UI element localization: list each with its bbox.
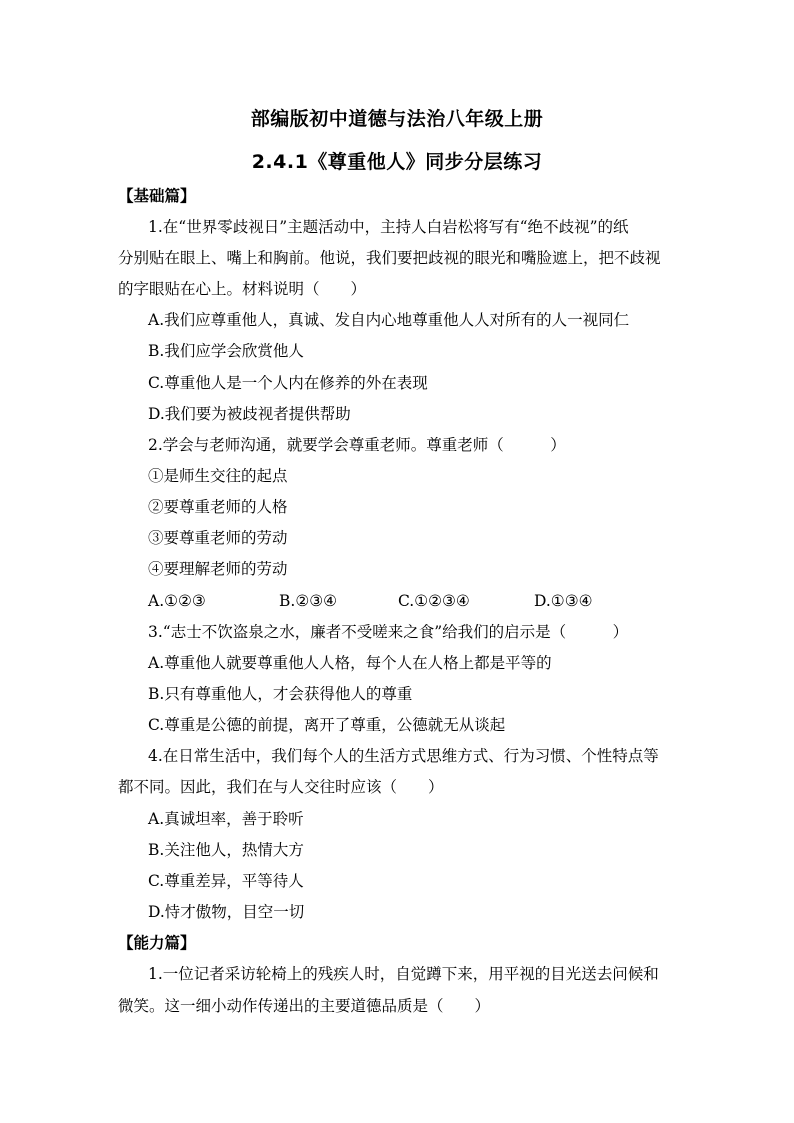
- q2-option-a: A.①②③: [148, 592, 206, 610]
- q3-option-b: B.只有尊重他人，才会获得他人的尊重: [148, 685, 413, 703]
- q2-statement-4: ④要理解老师的劳动: [148, 560, 288, 578]
- document-title: 部编版初中道德与法治八年级上册: [250, 108, 544, 130]
- q3-option-c: C.尊重是公德的前提，离开了尊重，公德就无从谈起: [148, 716, 506, 734]
- q4-option-a: A.真诚坦率，善于聆听: [148, 810, 304, 828]
- q2-statement-3: ③要尊重老师的劳动: [148, 529, 288, 547]
- section-ability-heading: 【能力篇】: [118, 934, 196, 952]
- q1-option-d: D.我们要为被歧视者提供帮助: [148, 405, 351, 423]
- q4-stem-line1: 4.在日常生活中，我们每个人的生活方式思维方式、行为习惯、个性特点等: [148, 747, 659, 765]
- q1-stem-line1: 1.在“世界零歧视日”主题活动中，主持人白岩松将写有“绝不歧视”的纸: [148, 218, 629, 236]
- ability-q1-stem-line1: 1.一位记者采访轮椅上的残疾人时，自觉蹲下来，用平视的目光送去问候和: [148, 965, 659, 983]
- ability-q1-stem-line2: 微笑。这一细小动作传递出的主要道德品质是（ ）: [118, 997, 491, 1015]
- q2-stem: 2.学会与老师沟通，就要学会尊重老师。尊重老师（ ）: [148, 436, 566, 454]
- q4-option-d: D.恃才傲物，目空一切: [148, 903, 305, 921]
- q1-option-c: C.尊重他人是一个人内在修养的外在表现: [148, 374, 428, 392]
- q2-statement-2: ②要尊重老师的人格: [148, 498, 288, 516]
- q1-option-a: A.我们应尊重他人，真诚、发自内心地尊重他人人对所有的人一视同仁: [148, 311, 630, 329]
- q1-option-b: B.我们应学会欣赏他人: [148, 342, 304, 360]
- q1-stem-line3: 的字眼贴在心上。材料说明（ ）: [118, 280, 367, 298]
- section-basic-heading: 【基础篇】: [118, 187, 196, 205]
- q2-statement-1: ①是师生交往的起点: [148, 467, 288, 485]
- q2-option-d: D.①③④: [534, 592, 593, 610]
- q2-options-row: [0, 591, 794, 611]
- document-subtitle: 2.4.1《尊重他人》同步分层练习: [251, 151, 543, 173]
- q1-stem-line2: 分别贴在眼上、嘴上和胸前。他说，我们要把歧视的眼光和嘴脸遮上，把不歧视: [118, 249, 661, 267]
- q3-stem: 3.“志士不饮盗泉之水，廉者不受嗟来之食”给我们的启示是（ ）: [148, 623, 629, 641]
- q4-option-b: B.关注他人，热情大方: [148, 841, 304, 859]
- q4-option-c: C.尊重差异，平等待人: [148, 872, 304, 890]
- q2-option-b: B.②③④: [279, 592, 338, 610]
- q3-option-a: A.尊重他人就要尊重他人人格，每个人在人格上都是平等的: [148, 654, 552, 672]
- q2-option-c: C.①②③④: [398, 592, 470, 610]
- q4-stem-line2: 都不同。因此，我们在与人交往时应该（ ）: [118, 778, 444, 796]
